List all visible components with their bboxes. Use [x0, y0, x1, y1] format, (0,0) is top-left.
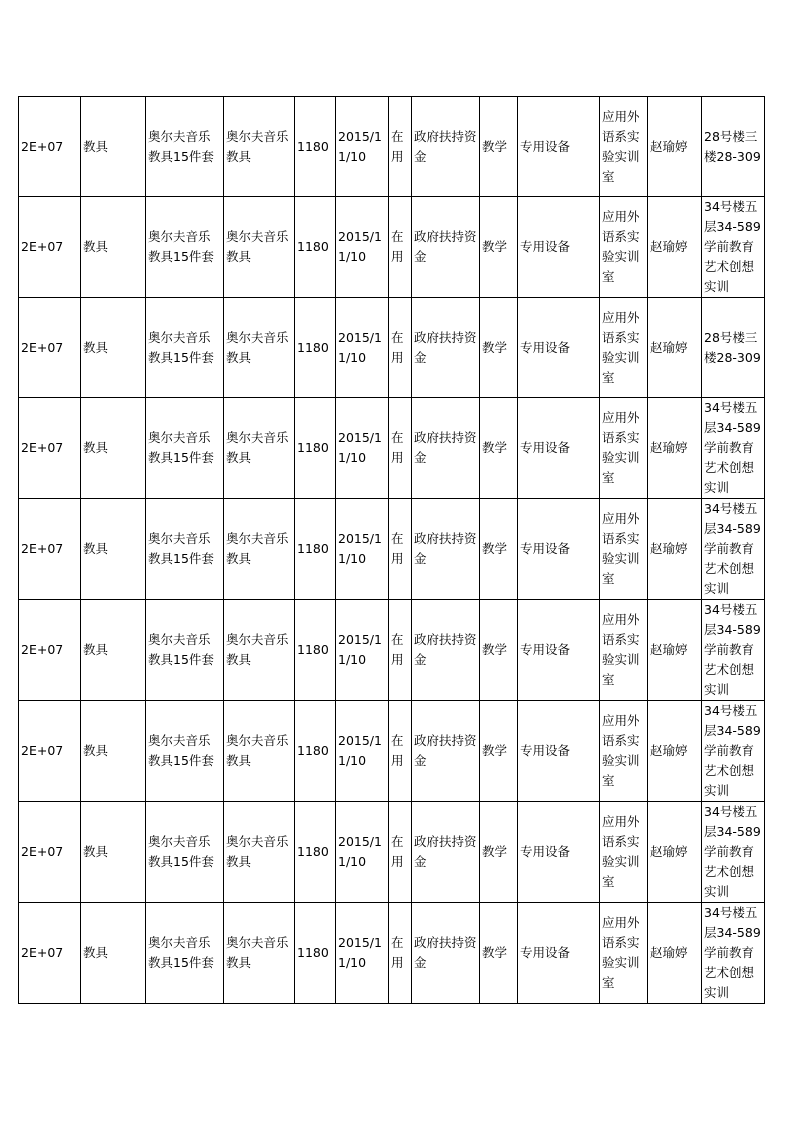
asset-id-cell: 2E+07 — [19, 398, 81, 499]
model-cell: 奥尔夫音乐教具 — [224, 499, 295, 600]
asset-id-cell: 2E+07 — [19, 197, 81, 298]
model-cell: 奥尔夫音乐教具 — [224, 802, 295, 903]
asset-id-cell: 2E+07 — [19, 600, 81, 701]
equipment-type-cell: 专用设备 — [518, 903, 600, 1004]
custodian-cell: 赵瑜婷 — [648, 600, 702, 701]
department-cell: 应用外语系实验实训室 — [600, 97, 648, 197]
location-cell: 34号楼五层34-589学前教育艺术创想实训 — [702, 701, 765, 802]
category-cell: 教具 — [81, 903, 146, 1004]
purchase-date-cell: 2015/11/10 — [336, 298, 389, 398]
model-cell: 奥尔夫音乐教具 — [224, 701, 295, 802]
fund-source-cell: 政府扶持资金 — [412, 197, 480, 298]
department-cell: 应用外语系实验实训室 — [600, 802, 648, 903]
category-cell: 教具 — [81, 600, 146, 701]
fund-source-cell: 政府扶持资金 — [412, 903, 480, 1004]
status-cell: 在用 — [389, 600, 412, 701]
equipment-type-cell: 专用设备 — [518, 499, 600, 600]
location-cell: 34号楼五层34-589学前教育艺术创想实训 — [702, 903, 765, 1004]
price-cell: 1180 — [295, 903, 336, 1004]
custodian-cell: 赵瑜婷 — [648, 701, 702, 802]
equipment-type-cell: 专用设备 — [518, 298, 600, 398]
asset-name-cell: 奥尔夫音乐教具15件套 — [146, 97, 224, 197]
status-cell: 在用 — [389, 97, 412, 197]
equipment-type-cell: 专用设备 — [518, 802, 600, 903]
price-cell: 1180 — [295, 499, 336, 600]
purchase-date-cell: 2015/11/10 — [336, 903, 389, 1004]
table-row — [19, 903, 765, 1004]
price-cell: 1180 — [295, 600, 336, 701]
asset-table — [18, 96, 765, 1004]
location-cell: 28号楼三楼28-309 — [702, 298, 765, 398]
price-cell: 1180 — [295, 701, 336, 802]
usage-cell: 教学 — [480, 499, 518, 600]
purchase-date-cell: 2015/11/10 — [336, 701, 389, 802]
fund-source-cell: 政府扶持资金 — [412, 701, 480, 802]
asset-name-cell: 奥尔夫音乐教具15件套 — [146, 398, 224, 499]
purchase-date-cell: 2015/11/10 — [336, 398, 389, 499]
status-cell: 在用 — [389, 398, 412, 499]
table-row — [19, 499, 765, 600]
table-row — [19, 802, 765, 903]
table-row — [19, 600, 765, 701]
purchase-date-cell: 2015/11/10 — [336, 802, 389, 903]
price-cell: 1180 — [295, 298, 336, 398]
purchase-date-cell: 2015/11/10 — [336, 197, 389, 298]
asset-id-cell: 2E+07 — [19, 97, 81, 197]
purchase-date-cell: 2015/11/10 — [336, 600, 389, 701]
fund-source-cell: 政府扶持资金 — [412, 499, 480, 600]
department-cell: 应用外语系实验实训室 — [600, 499, 648, 600]
category-cell: 教具 — [81, 701, 146, 802]
asset-name-cell: 奥尔夫音乐教具15件套 — [146, 499, 224, 600]
custodian-cell: 赵瑜婷 — [648, 903, 702, 1004]
asset-name-cell: 奥尔夫音乐教具15件套 — [146, 197, 224, 298]
location-cell: 34号楼五层34-589学前教育艺术创想实训 — [702, 600, 765, 701]
asset-name-cell: 奥尔夫音乐教具15件套 — [146, 701, 224, 802]
usage-cell: 教学 — [480, 197, 518, 298]
usage-cell: 教学 — [480, 802, 518, 903]
equipment-type-cell: 专用设备 — [518, 197, 600, 298]
status-cell: 在用 — [389, 802, 412, 903]
usage-cell: 教学 — [480, 701, 518, 802]
custodian-cell: 赵瑜婷 — [648, 197, 702, 298]
asset-id-cell: 2E+07 — [19, 903, 81, 1004]
usage-cell: 教学 — [480, 600, 518, 701]
table-row — [19, 298, 765, 398]
fund-source-cell: 政府扶持资金 — [412, 97, 480, 197]
equipment-type-cell: 专用设备 — [518, 600, 600, 701]
equipment-type-cell: 专用设备 — [518, 97, 600, 197]
department-cell: 应用外语系实验实训室 — [600, 600, 648, 701]
asset-name-cell: 奥尔夫音乐教具15件套 — [146, 903, 224, 1004]
location-cell: 34号楼五层34-589学前教育艺术创想实训 — [702, 802, 765, 903]
location-cell: 34号楼五层34-589学前教育艺术创想实训 — [702, 398, 765, 499]
department-cell: 应用外语系实验实训室 — [600, 701, 648, 802]
fund-source-cell: 政府扶持资金 — [412, 298, 480, 398]
fund-source-cell: 政府扶持资金 — [412, 398, 480, 499]
category-cell: 教具 — [81, 298, 146, 398]
model-cell: 奥尔夫音乐教具 — [224, 398, 295, 499]
table-row — [19, 197, 765, 298]
asset-id-cell: 2E+07 — [19, 298, 81, 398]
table-row — [19, 398, 765, 499]
custodian-cell: 赵瑜婷 — [648, 298, 702, 398]
asset-name-cell: 奥尔夫音乐教具15件套 — [146, 802, 224, 903]
asset-id-cell: 2E+07 — [19, 802, 81, 903]
model-cell: 奥尔夫音乐教具 — [224, 600, 295, 701]
status-cell: 在用 — [389, 298, 412, 398]
usage-cell: 教学 — [480, 97, 518, 197]
usage-cell: 教学 — [480, 398, 518, 499]
location-cell: 28号楼三楼28-309 — [702, 97, 765, 197]
department-cell: 应用外语系实验实训室 — [600, 197, 648, 298]
department-cell: 应用外语系实验实训室 — [600, 298, 648, 398]
department-cell: 应用外语系实验实训室 — [600, 903, 648, 1004]
status-cell: 在用 — [389, 903, 412, 1004]
custodian-cell: 赵瑜婷 — [648, 802, 702, 903]
category-cell: 教具 — [81, 97, 146, 197]
purchase-date-cell: 2015/11/10 — [336, 97, 389, 197]
custodian-cell: 赵瑜婷 — [648, 499, 702, 600]
asset-id-cell: 2E+07 — [19, 499, 81, 600]
category-cell: 教具 — [81, 398, 146, 499]
table-row — [19, 701, 765, 802]
category-cell: 教具 — [81, 197, 146, 298]
price-cell: 1180 — [295, 97, 336, 197]
model-cell: 奥尔夫音乐教具 — [224, 197, 295, 298]
table-row — [19, 97, 765, 197]
category-cell: 教具 — [81, 499, 146, 600]
custodian-cell: 赵瑜婷 — [648, 97, 702, 197]
custodian-cell: 赵瑜婷 — [648, 398, 702, 499]
equipment-type-cell: 专用设备 — [518, 701, 600, 802]
price-cell: 1180 — [295, 802, 336, 903]
asset-id-cell: 2E+07 — [19, 701, 81, 802]
model-cell: 奥尔夫音乐教具 — [224, 298, 295, 398]
asset-table-page — [18, 96, 764, 1000]
status-cell: 在用 — [389, 499, 412, 600]
price-cell: 1180 — [295, 197, 336, 298]
asset-name-cell: 奥尔夫音乐教具15件套 — [146, 298, 224, 398]
department-cell: 应用外语系实验实训室 — [600, 398, 648, 499]
fund-source-cell: 政府扶持资金 — [412, 600, 480, 701]
price-cell: 1180 — [295, 398, 336, 499]
model-cell: 奥尔夫音乐教具 — [224, 903, 295, 1004]
category-cell: 教具 — [81, 802, 146, 903]
equipment-type-cell: 专用设备 — [518, 398, 600, 499]
purchase-date-cell: 2015/11/10 — [336, 499, 389, 600]
asset-name-cell: 奥尔夫音乐教具15件套 — [146, 600, 224, 701]
fund-source-cell: 政府扶持资金 — [412, 802, 480, 903]
model-cell: 奥尔夫音乐教具 — [224, 97, 295, 197]
status-cell: 在用 — [389, 701, 412, 802]
usage-cell: 教学 — [480, 298, 518, 398]
status-cell: 在用 — [389, 197, 412, 298]
asset-table-body — [19, 97, 765, 1004]
location-cell: 34号楼五层34-589学前教育艺术创想实训 — [702, 197, 765, 298]
location-cell: 34号楼五层34-589学前教育艺术创想实训 — [702, 499, 765, 600]
usage-cell: 教学 — [480, 903, 518, 1004]
